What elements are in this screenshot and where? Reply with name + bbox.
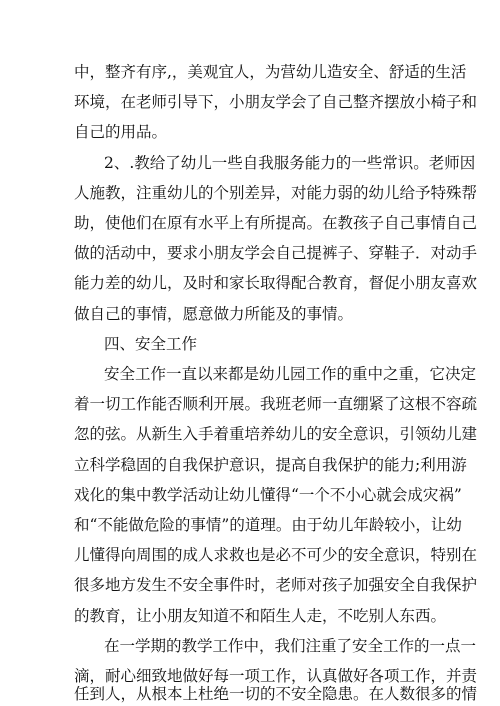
section-heading: 四、安全工作 xyxy=(104,335,198,353)
text-line: 助，使他们在原有水平上有所提高。在教孩子自己事情自己 xyxy=(74,214,478,232)
text-line: 立科学稳固的自我保护意识，提高自我保护的能力;利用游 xyxy=(74,456,467,474)
text-line: 任到人，从根本上杜绝一切的不安全隐患。在人数很多的情 xyxy=(74,685,478,703)
text-line: 忽的弦。从新生入手着重培养幼儿的安全意识，引领幼儿建 xyxy=(74,425,478,443)
text-line: 能力差的幼儿，及时和家长取得配合教育，督促小朋友喜欢 xyxy=(74,274,478,292)
text-line: 2、.教给了幼儿一些自我服务能力的一些常识。老师因 xyxy=(104,154,476,172)
text-line: 做自己的事情，愿意做力所能及的事情。 xyxy=(74,305,354,323)
text-line: 中，整齐有序,，美观宜人，为营幼儿造安全、舒适的生活 xyxy=(74,63,467,81)
text-line: 安全工作一直以来都是幼儿园工作的重中之重，它决定 xyxy=(104,365,477,383)
text-line: 很多地方发生不安全事件时，老师对孩子加强安全自我保护 xyxy=(74,576,478,594)
text-line: 做的活动中，要求小朋友学会自己提裤子、穿鞋子．对动手 xyxy=(74,244,478,262)
text-line: 儿懂得向周围的成人求救也是必不可少的安全意识，特别在 xyxy=(74,546,478,564)
text-line: 人施教，注重幼儿的个别差异，对能力弱的幼儿给予特殊帮 xyxy=(74,184,478,202)
text-line: 自己的用品。 xyxy=(74,123,168,141)
text-line: 滴，耐心细致地做好每一项工作，认真做好各项工作，并责 xyxy=(74,667,478,685)
text-line: 戏化的集中教学活动让幼儿懂得“一个不小心就会成灾祸” xyxy=(74,486,462,504)
text-line: 环境，在老师引导下，小朋友学会了自己整齐摆放小椅子和 xyxy=(74,93,478,111)
text-line: 着一切工作能否顺利开展。我班老师一直绷紧了这根不容疏 xyxy=(74,395,478,413)
text-line: 在一学期的教学工作中，我们注重了安全工作的一点一 xyxy=(104,637,477,655)
text-line: 和“不能做危险的事情”的道理。由于幼儿年龄较小，让幼 xyxy=(74,516,462,534)
text-line: 的教育，让小朋友知道不和陌生人走，不吃别人东西。 xyxy=(74,607,447,625)
